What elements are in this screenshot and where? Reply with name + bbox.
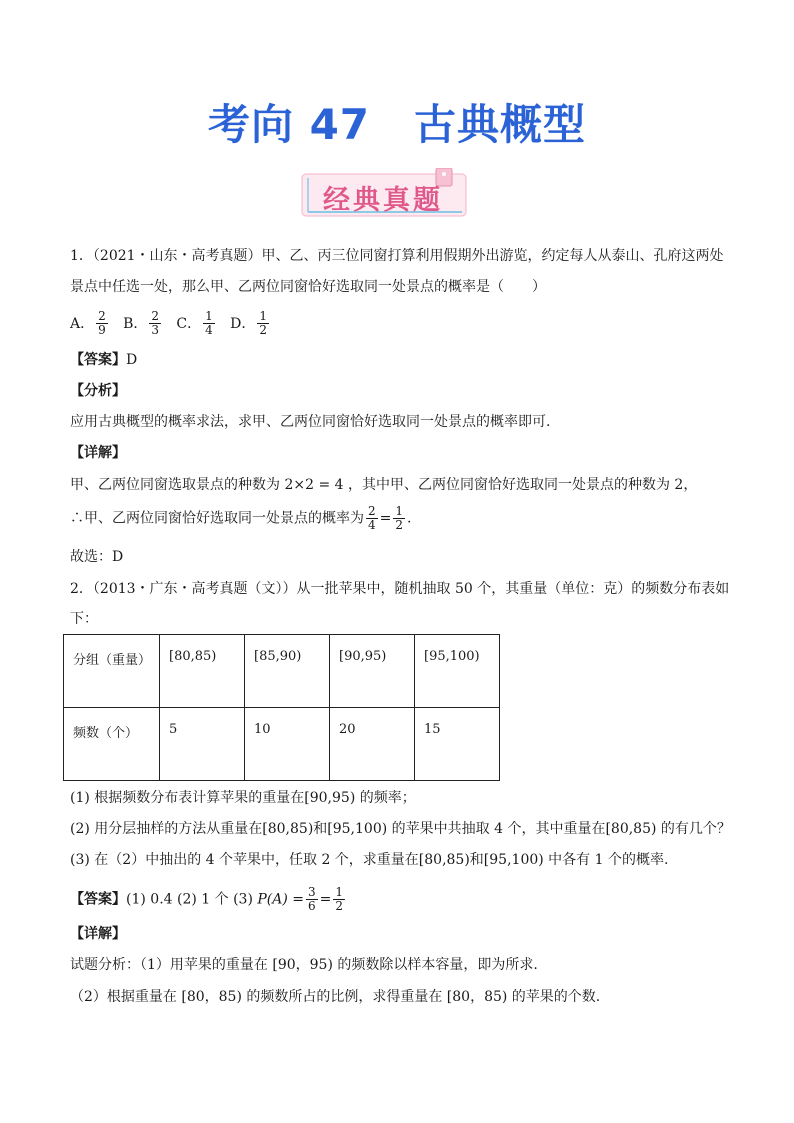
table-cell: 10 <box>245 708 330 781</box>
q2-sub2: (2) 用分层抽样的方法从重量在[80,85)和[95,100) 的苹果中共抽取 4 个，其中重量在[80,85) 的有几个？ <box>70 821 731 837</box>
answer-value: D <box>126 352 138 368</box>
table-cell: [95,100) <box>415 635 500 708</box>
table-row <box>64 708 500 781</box>
answer-tag: 【答案】 <box>70 891 126 908</box>
q2-detail-line2: （2）根据重量在 [80，85) 的频数所占的比例，求得重量在 [80，85) 的苹果的个数. <box>70 989 601 1005</box>
q1-detail-line2: ∴甲、乙两位同窗恰好选取同一处景点的概率为 $\frac{2}{4}$ = $\frac{1}{2}$ . <box>70 504 412 532</box>
q1-analysis: 应用古典概型的概率求法，求甲、乙两位同窗恰好选取同一处景点的概率即可. <box>70 414 551 430</box>
q1-choose: 故选：D <box>70 549 124 565</box>
title-main: 古典概型 <box>414 100 587 149</box>
table-cell: 20 <box>330 708 415 781</box>
table-cell: [90,95) <box>330 635 415 708</box>
q2-sub1: (1) 根据频数分布表计算苹果的重量在[90,95) 的频率； <box>70 790 416 806</box>
q1-detail-tag: 【详解】 <box>70 445 126 461</box>
q1-stem-line2: 景点中任选一处，那么甲、乙两位同窗恰好选取同一处景点的概率是（ ） <box>70 279 546 295</box>
table-cell: 15 <box>415 708 500 781</box>
option-d: D． $\frac{1}{2}$ <box>230 309 268 337</box>
q1-analysis-tag: 【分析】 <box>70 383 126 399</box>
q2-detail-line1: 试题分析：（1）用苹果的重量在 [90，95) 的频数除以样本容量，即为所求. <box>70 957 538 973</box>
answer-tag: 【答案】 <box>70 352 126 368</box>
section-badge <box>298 168 476 220</box>
q1-answer <box>70 350 137 370</box>
table-cell: [85,90) <box>245 635 330 708</box>
q2-stem-line2: 下： <box>70 611 98 627</box>
q1-detail-line1: 甲、乙两位同窗选取景点的种数为 2×2 = 4 ，其中甲、乙两位同窗恰好选取同一处景点的种数为 2， <box>70 477 698 493</box>
q1-stem-line1: 1．（2021・山东・高考真题）甲、乙、丙三位同窗打算利用假期外出游览，约定每人从泰山、孔府这两处 <box>70 248 724 264</box>
q2-detail-tag: 【详解】 <box>70 926 126 942</box>
table-row <box>64 635 500 708</box>
table-cell: 频数（个） <box>64 708 160 781</box>
option-a: A． $\frac{2}{9}$ <box>70 309 106 337</box>
badge-label: 经典真题 <box>323 185 443 216</box>
q2-stem-line1: 2．（2013・广东・高考真题（文））从一批苹果中，随机抽取 50 个，其重量（单位：克）的频数分布表如 <box>70 581 730 597</box>
option-b: B． $\frac{2}{3}$ <box>123 309 160 337</box>
frequency-table <box>63 634 500 781</box>
q2-answer: 【答案】(1) 0.4 (2) 1 个 (3) P(A) = $\frac{3}{6}$ = $\frac{1}{2}$ <box>70 885 344 913</box>
option-c: C． $\frac{1}{4}$ <box>176 309 213 337</box>
q1-options <box>70 310 271 337</box>
table-cell: 5 <box>160 708 245 781</box>
page-title <box>0 92 794 152</box>
table-cell: [80,85) <box>160 635 245 708</box>
title-prefix: 考向 47 <box>207 100 371 149</box>
q2-sub3: (3) 在（2）中抽出的 4 个苹果中，任取 2 个，求重量在[80,85)和[95,100) 中各有 1 个的概率. <box>70 852 669 868</box>
table-cell: 分组（重量） <box>64 635 160 708</box>
